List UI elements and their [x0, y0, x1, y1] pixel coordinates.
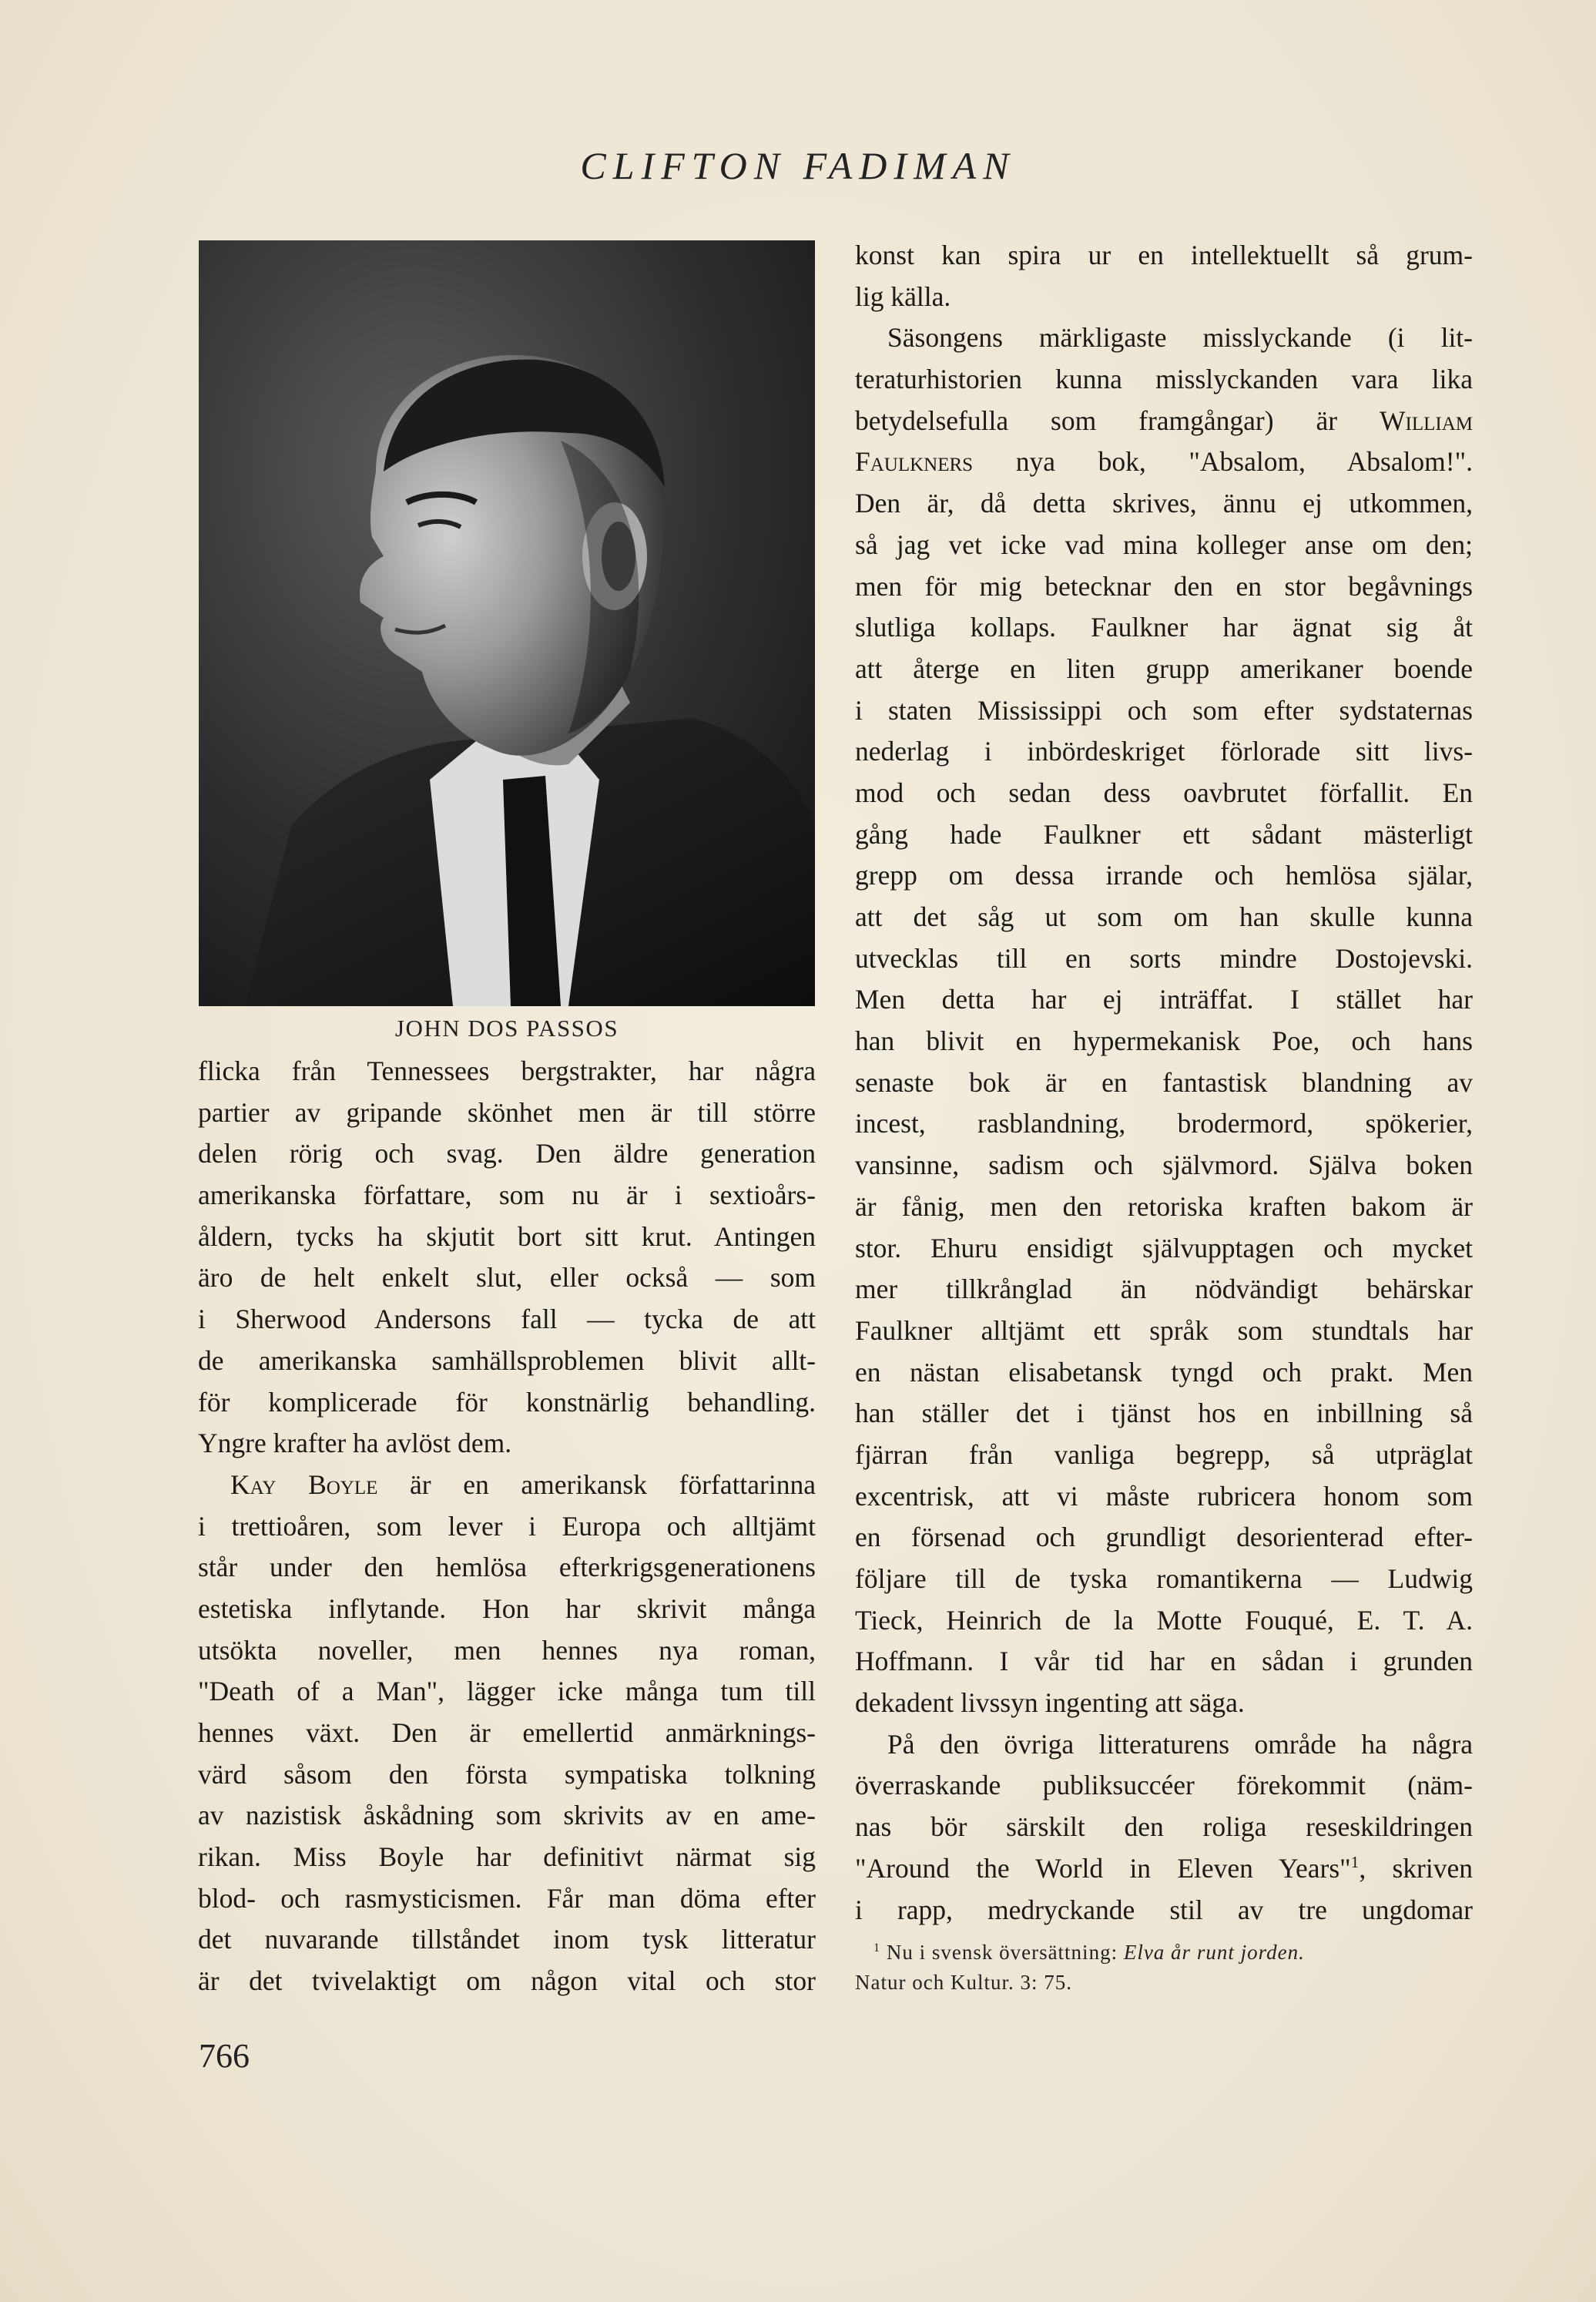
text-line: stor. Ehuru ensidigt självupptagen och mycket: [855, 1232, 1473, 1263]
text-line: [855, 1848, 1473, 1890]
text-line: lig källa.: [855, 280, 951, 312]
text-line: han ställer det i tjänst hos en inbillning så: [855, 1398, 1473, 1429]
text-line: att det såg ut som om han skulle kunna: [855, 901, 1473, 932]
text-line: excentrisk, att vi måste rubricera honom som: [855, 1480, 1473, 1512]
running-head: CLIFTON FADIMAN: [580, 144, 1016, 187]
text-fragment: betydelsefulla som framgångar) är: [855, 404, 1380, 436]
text-line: incest, rasblandning, brodermord, spökerier,: [855, 1108, 1473, 1139]
text-line: flicka från Tennessees bergstrakter, har några: [198, 1055, 816, 1086]
text-line: Yngre krafter ha avlöst dem.: [198, 1428, 512, 1459]
photo-caption: JOHN DOS PASSOS: [394, 1015, 619, 1042]
text-line: slutliga kollaps. Faulkner har ägnat sig åt: [855, 612, 1473, 643]
text-line: estetiska inflytande. Hon har skrivit många: [198, 1592, 816, 1624]
text-line: står under den hemlösa efterkrigsgenerationens: [198, 1552, 816, 1583]
portrait-photo: [199, 240, 815, 1006]
text-line: i trettioåren, som lever i Europa och alltjämt: [198, 1510, 816, 1542]
text-line: grepp om dessa irrande och hemlösa själar,: [855, 860, 1473, 891]
text-fragment: "Around the World in Eleven Years": [855, 1852, 1351, 1884]
text-line: På den övriga litteraturens område ha några: [887, 1728, 1473, 1760]
text-line: hennes växt. Den är emellertid anmärknings-: [198, 1717, 816, 1748]
text-line: utvecklas till en sorts mindre Dostojevski.: [855, 942, 1473, 974]
book-title: Elva år runt jorden.: [1123, 1941, 1305, 1964]
text-line: "Death of a Man", lägger icke många tum till: [198, 1676, 816, 1707]
text-line: gång hade Faulkner ett sådant mästerligt: [855, 818, 1473, 850]
text-line: Hoffmann. I vår tid har en sådan i grunden: [855, 1646, 1473, 1677]
text-line: Den är, då detta skrives, ännu ej utkommen,: [855, 488, 1473, 519]
text-line: konst kan spira ur en intellektuellt så grum-: [855, 240, 1473, 270]
footnote-marker: 1: [1350, 1852, 1360, 1871]
text-line: teraturhistorien kunna misslyckanden vara lika: [855, 364, 1473, 395]
text-fragment: är en amerikansk författarinna: [377, 1468, 816, 1500]
text-line: dekadent livssyn ingenting att säga.: [855, 1687, 1245, 1719]
left-column: [198, 1051, 816, 2002]
text-line: i rapp, medryckande stil av tre ungdomar: [855, 1894, 1473, 1925]
text-line: nas bör särskilt den roliga reseskildringen: [855, 1811, 1473, 1843]
text-fragment: nya bok, "Absalom, Absalom!".: [973, 446, 1473, 478]
text-line: Tieck, Heinrich de la Motte Fouqué, E. T. A.: [855, 1604, 1473, 1636]
text-line: nederlag i inbördeskriget förlorade sitt livs-: [855, 736, 1473, 767]
text-line: värd såsom den första sympatiska tolkning: [198, 1758, 816, 1790]
text-line: [198, 1465, 816, 1506]
text-line: utsökta noveller, men hennes nya roman,: [198, 1634, 816, 1666]
author-name: William: [1380, 404, 1473, 436]
text-line: fjärran från vanliga begrepp, så utpräglat: [855, 1438, 1473, 1470]
text-line: Men detta har ej inträffat. I stället har: [855, 984, 1473, 1015]
author-name: Kay Boyle: [230, 1468, 378, 1500]
text-line: är det tvivelaktigt om någon vital och stor: [198, 1965, 816, 1997]
text-line: han blivit en hypermekanisk Poe, och hans: [855, 1025, 1473, 1057]
text-fragment: , skriven: [1359, 1852, 1474, 1884]
text-line: följare till de tyska romantikerna — Ludwig: [855, 1563, 1473, 1594]
text-line: en försenad och grundligt desorienterad efter-: [855, 1522, 1473, 1553]
text-line: för komplicerade för konstnärlig behandling.: [198, 1386, 816, 1418]
footnote-line: [855, 1938, 1473, 1968]
footnote-number: 1: [873, 1941, 881, 1955]
text-line: en nästan elisabetansk tyngd och prakt. Men: [855, 1356, 1473, 1388]
text-line: är fånig, men den retoriska kraften bakom är: [855, 1190, 1473, 1222]
text-line: Faulkner alltjämt ett språk som stundtals har: [855, 1314, 1473, 1346]
text-line: blod- och rasmysticismen. Får man döma efter: [198, 1882, 816, 1914]
text-line: [855, 401, 1473, 442]
text-line: mod och sedan dess oavbrutet förfallit. En: [855, 777, 1473, 808]
page-number: 766: [199, 2037, 250, 2075]
right-column: [855, 235, 1473, 1931]
text-line: vansinne, sadism och självmord. Själva boken: [855, 1149, 1473, 1181]
text-line: det nuvarande tillståndet inom tysk litteratur: [198, 1924, 816, 1955]
text-line: att återge en liten grupp amerikaner boende: [855, 653, 1473, 684]
author-name: Faulkners: [855, 446, 974, 478]
text-line: i Sherwood Andersons fall — tycka de att: [198, 1304, 816, 1335]
footnote-line: Natur och Kultur. 3: 75.: [855, 1971, 1072, 1994]
text-fragment: Nu i svensk översättning:: [880, 1941, 1124, 1964]
text-line: [855, 441, 1473, 483]
text-line: överraskande publiksuccéer förekommit (näm-: [855, 1770, 1473, 1801]
text-line: delen rörig och svag. Den äldre generation: [198, 1138, 816, 1169]
text-line: äro de helt enkelt slut, eller också — som: [198, 1262, 816, 1294]
text-line: så jag vet icke vad mina kolleger anse om den;: [855, 529, 1473, 560]
text-line: men för mig betecknar den en stor begåvnings: [855, 570, 1473, 602]
text-line: rikan. Miss Boyle har definitivt närmat sig: [198, 1841, 816, 1873]
text-line: senaste bok är en fantastisk blandning av: [855, 1066, 1473, 1098]
text-line: i staten Mississippi och som efter sydstaternas: [855, 694, 1473, 726]
text-line: av nazistisk åskådning som skrivits av en ame-: [198, 1800, 816, 1831]
footnote: [855, 1938, 1473, 1998]
text-line: åldern, tycks ha skjutit bort sitt krut. Antingen: [198, 1220, 816, 1252]
text-line: partier av gripande skönhet men är till större: [198, 1096, 816, 1128]
text-line: amerikanska författare, som nu är i sextioårs-: [198, 1180, 816, 1211]
text-line: de amerikanska samhällsproblemen blivit allt-: [198, 1344, 816, 1376]
text-line: Säsongens märkligaste misslyckande (i lit-: [887, 322, 1473, 354]
text-line: mer tillkrånglad än nödvändigt behärskar: [855, 1273, 1473, 1305]
portrait-illustration: [199, 240, 815, 1006]
